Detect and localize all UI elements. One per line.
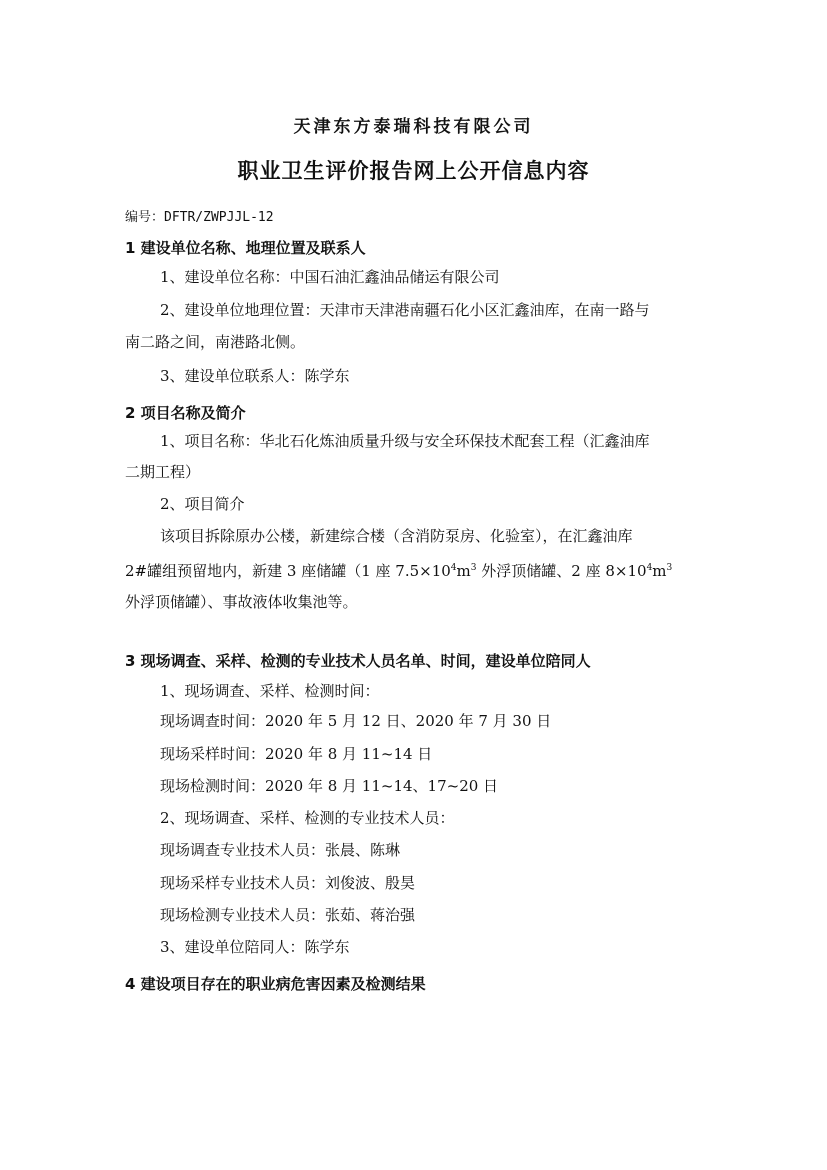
s1-location-line2: 南二路之间，南港路北侧。: [125, 333, 306, 351]
s3-time-label: 1、现场调查、采样、检测时间：: [160, 682, 380, 700]
s2-intro-text-b: m: [456, 562, 471, 580]
s3-accompanying-person: 3、建设单位陪同人：陈学东: [160, 938, 350, 956]
superscript: 3: [666, 563, 673, 573]
s3-testing-staff: 现场检测专业技术人员：张茹、蒋治强: [160, 906, 416, 924]
superscript: 4: [646, 563, 653, 573]
s3-staff-label: 2、现场调查、采样、检测的专业技术人员：: [160, 809, 455, 827]
s2-intro-line2: [125, 561, 672, 581]
superscript: 4: [450, 563, 457, 573]
section-4-heading: 4 建设项目存在的职业病危害因素及检测结果: [125, 975, 426, 993]
s3-testing-time: 现场检测时间：2020 年 8 月 11~14、17~20 日: [160, 777, 499, 795]
s1-location-line1: 2、建设单位地理位置：天津市天津港南疆石化小区汇鑫油库，在南一路与: [160, 301, 650, 319]
s1-contact: 3、建设单位联系人：陈学东: [160, 367, 350, 385]
s2-intro-line3: 外浮顶储罐）、事故液体收集池等。: [125, 593, 358, 611]
s2-project-name-line2: 二期工程）: [125, 463, 201, 481]
s3-sampling-staff: 现场采样专业技术人员：刘俊波、殷昊: [160, 874, 416, 892]
s1-unit-name: 1、建设单位名称：中国石油汇鑫油品储运有限公司: [160, 268, 500, 286]
s2-intro-text-c: 外浮顶储罐、2 座 8×10: [476, 562, 647, 580]
s3-survey-staff: 现场调查专业技术人员：张晨、陈琳: [160, 841, 401, 859]
s2-intro-label: 2、项目简介: [160, 495, 245, 513]
s3-sampling-time: 现场采样时间：2020 年 8 月 11~14 日: [160, 745, 433, 763]
section-3-heading: 3 现场调查、采样、检测的专业技术人员名单、时间，建设单位陪同人: [125, 652, 591, 670]
company-name: 天津东方泰瑞科技有限公司: [293, 117, 534, 137]
document-number: 编号：DFTR/ZWPJJL-12: [125, 210, 274, 225]
s2-intro-line1: 该项目拆除原办公楼，新建综合楼（含消防泵房、化验室），在汇鑫油库: [160, 527, 633, 545]
section-1-heading: 1 建设单位名称、地理位置及联系人: [125, 239, 366, 257]
s2-intro-text-d: m: [652, 562, 667, 580]
s2-intro-text-a: 2#罐组预留地内，新建 3 座储罐（1 座 7.5×10: [125, 562, 451, 580]
s2-project-name-line1: 1、项目名称：华北石化炼油质量升级与安全环保技术配套工程（汇鑫油库: [160, 432, 650, 450]
s3-survey-time: 现场调查时间：2020 年 5 月 12 日、2020 年 7 月 30 日: [160, 712, 552, 730]
section-2-heading: 2 项目名称及简介: [125, 404, 246, 422]
page-title: 职业卫生评价报告网上公开信息内容: [237, 159, 590, 183]
superscript: 3: [470, 563, 477, 573]
